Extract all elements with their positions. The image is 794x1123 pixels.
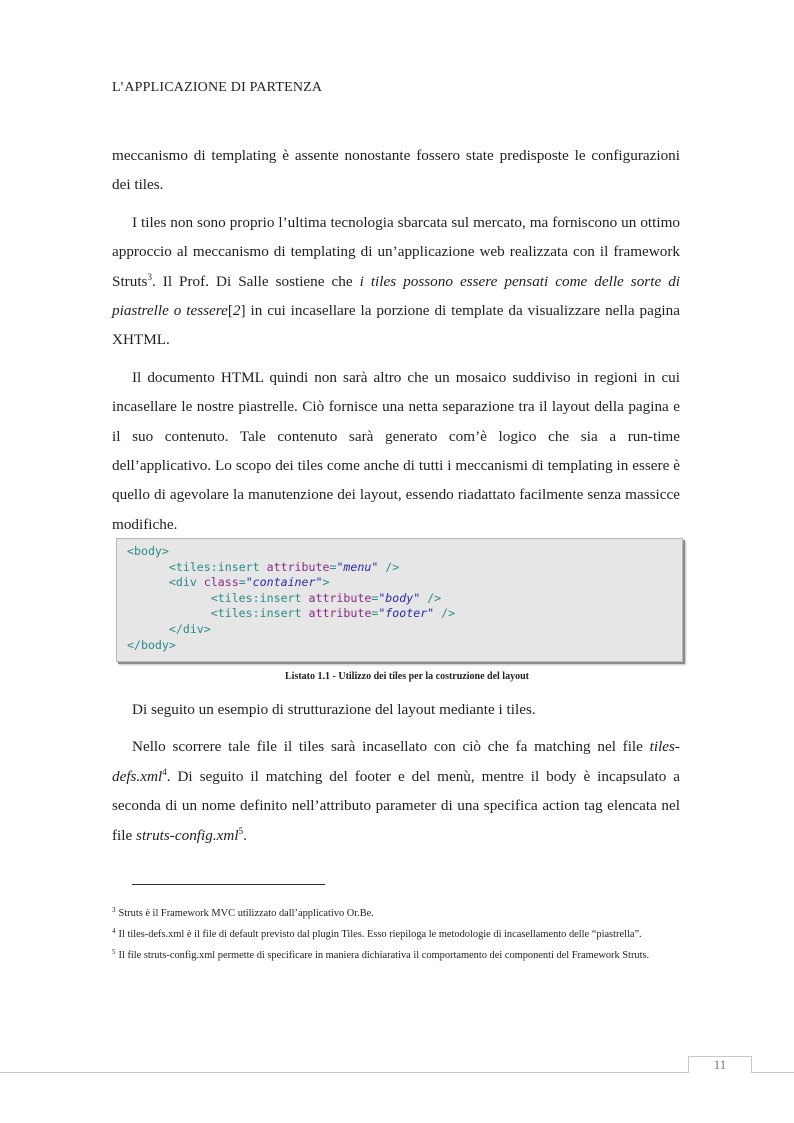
footnote-ref-5[interactable]: 5 [238,825,244,836]
code-token: attribute [266,559,330,574]
footnote-4 [112,927,680,943]
code-line-5 [127,606,682,622]
code-token: "menu" [336,559,379,574]
paragraph-4: Di seguito un esempio di strutturazione del layout mediante i tiles. [132,701,536,718]
citation-ref-2[interactable]: 2 [232,302,241,320]
paragraph-2-bracket-open: [ [227,302,233,320]
footnote-3 [112,906,680,922]
paragraph-3: Il documento HTML quindi non sarà altro che un mosaico suddiviso in regioni in cui incasellare le nostre piastrelle. Ciò fornisce una netta separazione tra il layout della pagina e il suo contenuto. Tale contenuto sarà generato com’è logico che sia a run-time dell’applicativo. Lo scopo dei tiles come anche di tutti i meccanismi di templating in essere è quello di agevolare la manutenzione dei layout, essendo riadattato facilmente senza massicce modifiche. [112,368,680,533]
code-token: <tiles:insert [168,559,260,574]
listing-caption: Listato 1.1 - Utilizzo dei tiles per la costruzione del layout [285,671,529,682]
code-token: <tiles:insert [210,590,302,605]
paragraph-2-text-b: . Il Prof. Di Salle sostiene che [151,272,360,290]
body-text-top [112,141,680,547]
footnote-text: Il file struts-config.xml permette di specificare in maniera dichiarativa il comportamento dei componenti del Framework Struts. [118,950,650,961]
struts-config-filename: struts-config.xml [136,826,239,844]
code-token: <div [168,575,197,590]
code-token: <tiles:insert [210,606,302,621]
footnote-number: 5 [112,947,116,956]
paragraph-2-text-a: I tiles non sono proprio l’ultima tecnologia sbarcata sul mercato, ma forniscono un ottimo approccio al meccanismo di templating di un’applicazione web realizzata con il framework Struts [112,213,680,290]
code-token: "container" [245,575,323,590]
code-line-6 [127,622,682,638]
code-token: </div> [168,621,211,636]
paragraph-5-text-b: . Di seguito il matching del footer e del menù, mentre il body è incapsulato a seconda di un nome definito nell’attributo parameter di una specifica action tag elencata nel file [112,767,680,844]
code-token: class [203,575,239,590]
footnote-text: Il tiles-defs.xml è il file di default previsto dal plugin Tiles. Esso riepiloga le metodologie di incasellamento delle “piastrella”. [118,929,642,940]
footnote-separator [132,884,325,885]
code-token: attribute [308,590,372,605]
footnote-number: 4 [112,926,116,935]
code-token: attribute [308,606,372,621]
footnotes [112,906,680,969]
paragraph-1: meccanismo di templating è assente nonostante fossero state predisposte le configurazioni dei tiles. [112,147,680,194]
code-token: /> [420,590,442,605]
code-token: "body" [378,590,421,605]
code-token: > [322,575,330,590]
footnote-5 [112,948,680,964]
tiles-defs-filename: tiles-defs.xml [112,738,680,785]
code-token: <body> [127,544,169,558]
code-token: /> [434,606,456,621]
code-line-7 [127,638,682,654]
code-line-3 [127,575,682,591]
code-token: /> [378,559,400,574]
paragraph-2-text-c: ] in cui incasellare la porzione di template da visualizzare nella pagina XHTML. [112,302,680,349]
code-line-4 [127,591,682,607]
paragraph-5 [112,732,680,850]
running-header: L’APPLICAZIONE DI PARTENZA [112,80,323,95]
code-token: = [238,575,246,590]
code-token: = [371,590,379,605]
paragraph-2 [112,208,680,355]
footer-rule [0,1072,794,1073]
code-token: </body> [127,637,176,652]
footnote-number: 3 [112,905,116,914]
code-token: = [371,606,379,621]
code-listing [116,538,683,662]
paragraph-5-text-c: . [243,826,247,844]
code-token: = [329,559,337,574]
code-line-2 [127,560,682,576]
footnote-ref-3[interactable]: 3 [147,271,152,282]
paragraph-5-text-a: Nello scorrere tale file il tiles sarà incasellato con ciò che fa matching nel file [132,738,650,756]
code-line-1 [127,544,682,560]
paragraph-2-quote: i tiles possono essere pensati come delle sorte di piastrelle o tessere [112,272,681,320]
footnote-text: Struts è il Framework MVC utilizzato dall’applicativo Or.Be. [118,908,374,919]
code-token: "footer" [378,606,435,621]
page-number: 11 [713,1057,727,1072]
footnote-ref-4[interactable]: 4 [162,766,167,777]
body-text-bottom [112,695,680,858]
